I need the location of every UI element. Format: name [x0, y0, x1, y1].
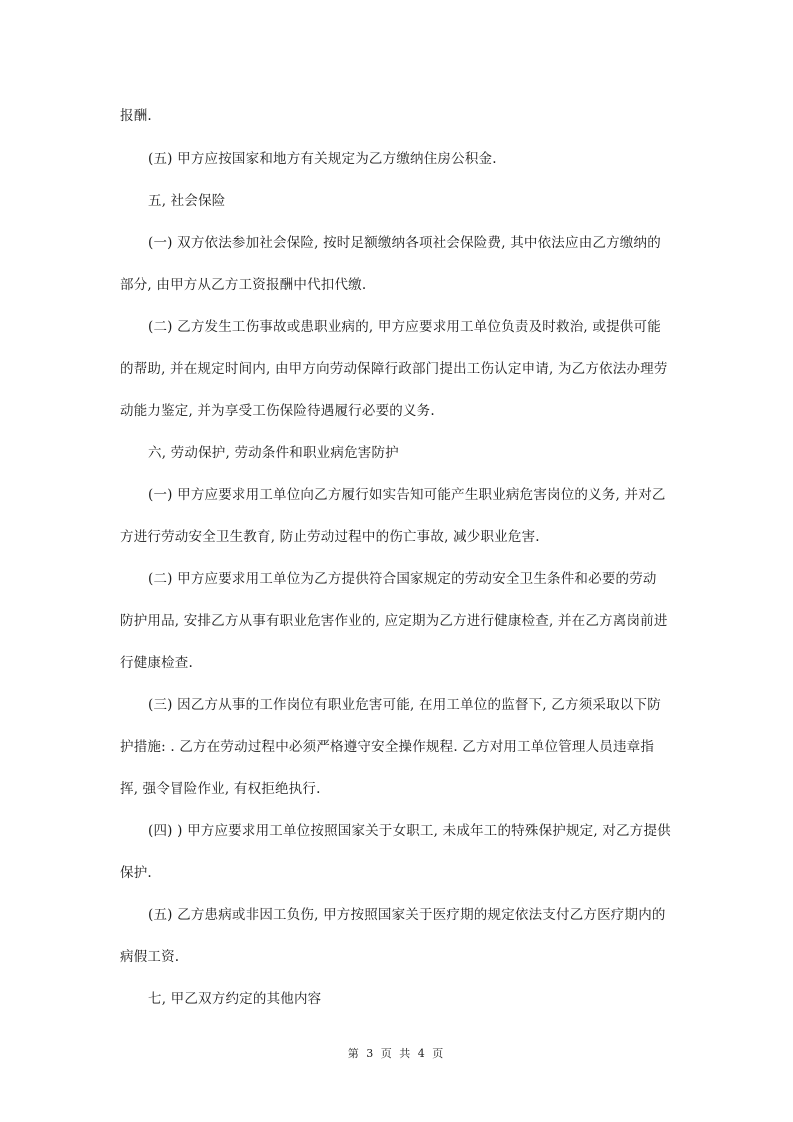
clause-insurance-2-line3: 动能力鉴定, 并为享受工伤保险待遇履行必要的义务.: [120, 403, 435, 419]
clause-insurance-2-line1: (二) 乙方发生工伤事故或患职业病的, 甲方应要求用工单位负责及时救治, 或提供可能: [148, 319, 661, 335]
page-number-footer: 第 3 页 共 4 页: [347, 1047, 446, 1060]
section-heading-labor-protection: 六, 劳动保护, 劳动条件和职业病危害防护: [148, 445, 399, 461]
clause-protection-5-line2: 病假工资.: [120, 949, 180, 965]
clause-insurance-1-line1: (一) 双方依法参加社会保险, 按时足额缴纳各项社会保险费, 其中依法应由乙方缴纳的: [148, 235, 661, 251]
clause-protection-1-line1: (一) 甲方应要求用工单位向乙方履行如实告知可能产生职业病危害岗位的义务, 并对乙: [148, 487, 666, 503]
clause-housing-fund: (五) 甲方应按国家和地方有关规定为乙方缴纳住房公积金.: [148, 151, 497, 167]
clause-protection-2-line3: 行健康检查.: [120, 655, 193, 671]
section-heading-social-insurance: 五, 社会保险: [148, 193, 226, 209]
text-line-continuation: 报酬.: [120, 108, 152, 124]
clause-protection-5-line1: (五) 乙方患病或非因工负伤, 甲方按照国家关于医疗期的规定依法支付乙方医疗期内的: [148, 907, 666, 923]
clause-protection-3-line2: 护措施: . 乙方在劳动过程中必须严格遵守安全操作规程. 乙方对用工单位管理人员违章指: [120, 739, 655, 755]
clause-protection-4-line1: (四) ) 甲方应要求用工单位按照国家关于女职工, 未成年工的特殊保护规定, 对乙方提供: [148, 823, 671, 839]
clause-protection-2-line1: (二) 甲方应要求用工单位为乙方提供符合国家规定的劳动安全卫生条件和必要的劳动: [148, 571, 657, 587]
clause-insurance-2-line2: 的帮助, 并在规定时间内, 由甲方向劳动保障行政部门提出工伤认定申请, 为乙方依法办理劳: [120, 361, 668, 377]
clause-protection-3-line3: 挥, 强令冒险作业, 有权拒绝执行.: [120, 781, 321, 797]
clause-insurance-1-line2: 部分, 由甲方从乙方工资报酬中代扣代缴.: [120, 277, 367, 293]
clause-protection-2-line2: 防护用品, 安排乙方从事有职业危害作业的, 应定期为乙方进行健康检查, 并在乙方离岗前进: [120, 613, 668, 629]
clause-protection-3-line1: (三) 因乙方从事的工作岗位有职业危害可能, 在用工单位的监督下, 乙方须采取以下防: [148, 697, 661, 713]
clause-protection-1-line2: 方进行劳动安全卫生教育, 防止劳动过程中的伤亡事故, 减少职业危害.: [120, 529, 540, 545]
section-heading-other-terms: 七, 甲乙双方约定的其他内容: [148, 991, 322, 1007]
clause-protection-4-line2: 保护.: [120, 865, 152, 881]
